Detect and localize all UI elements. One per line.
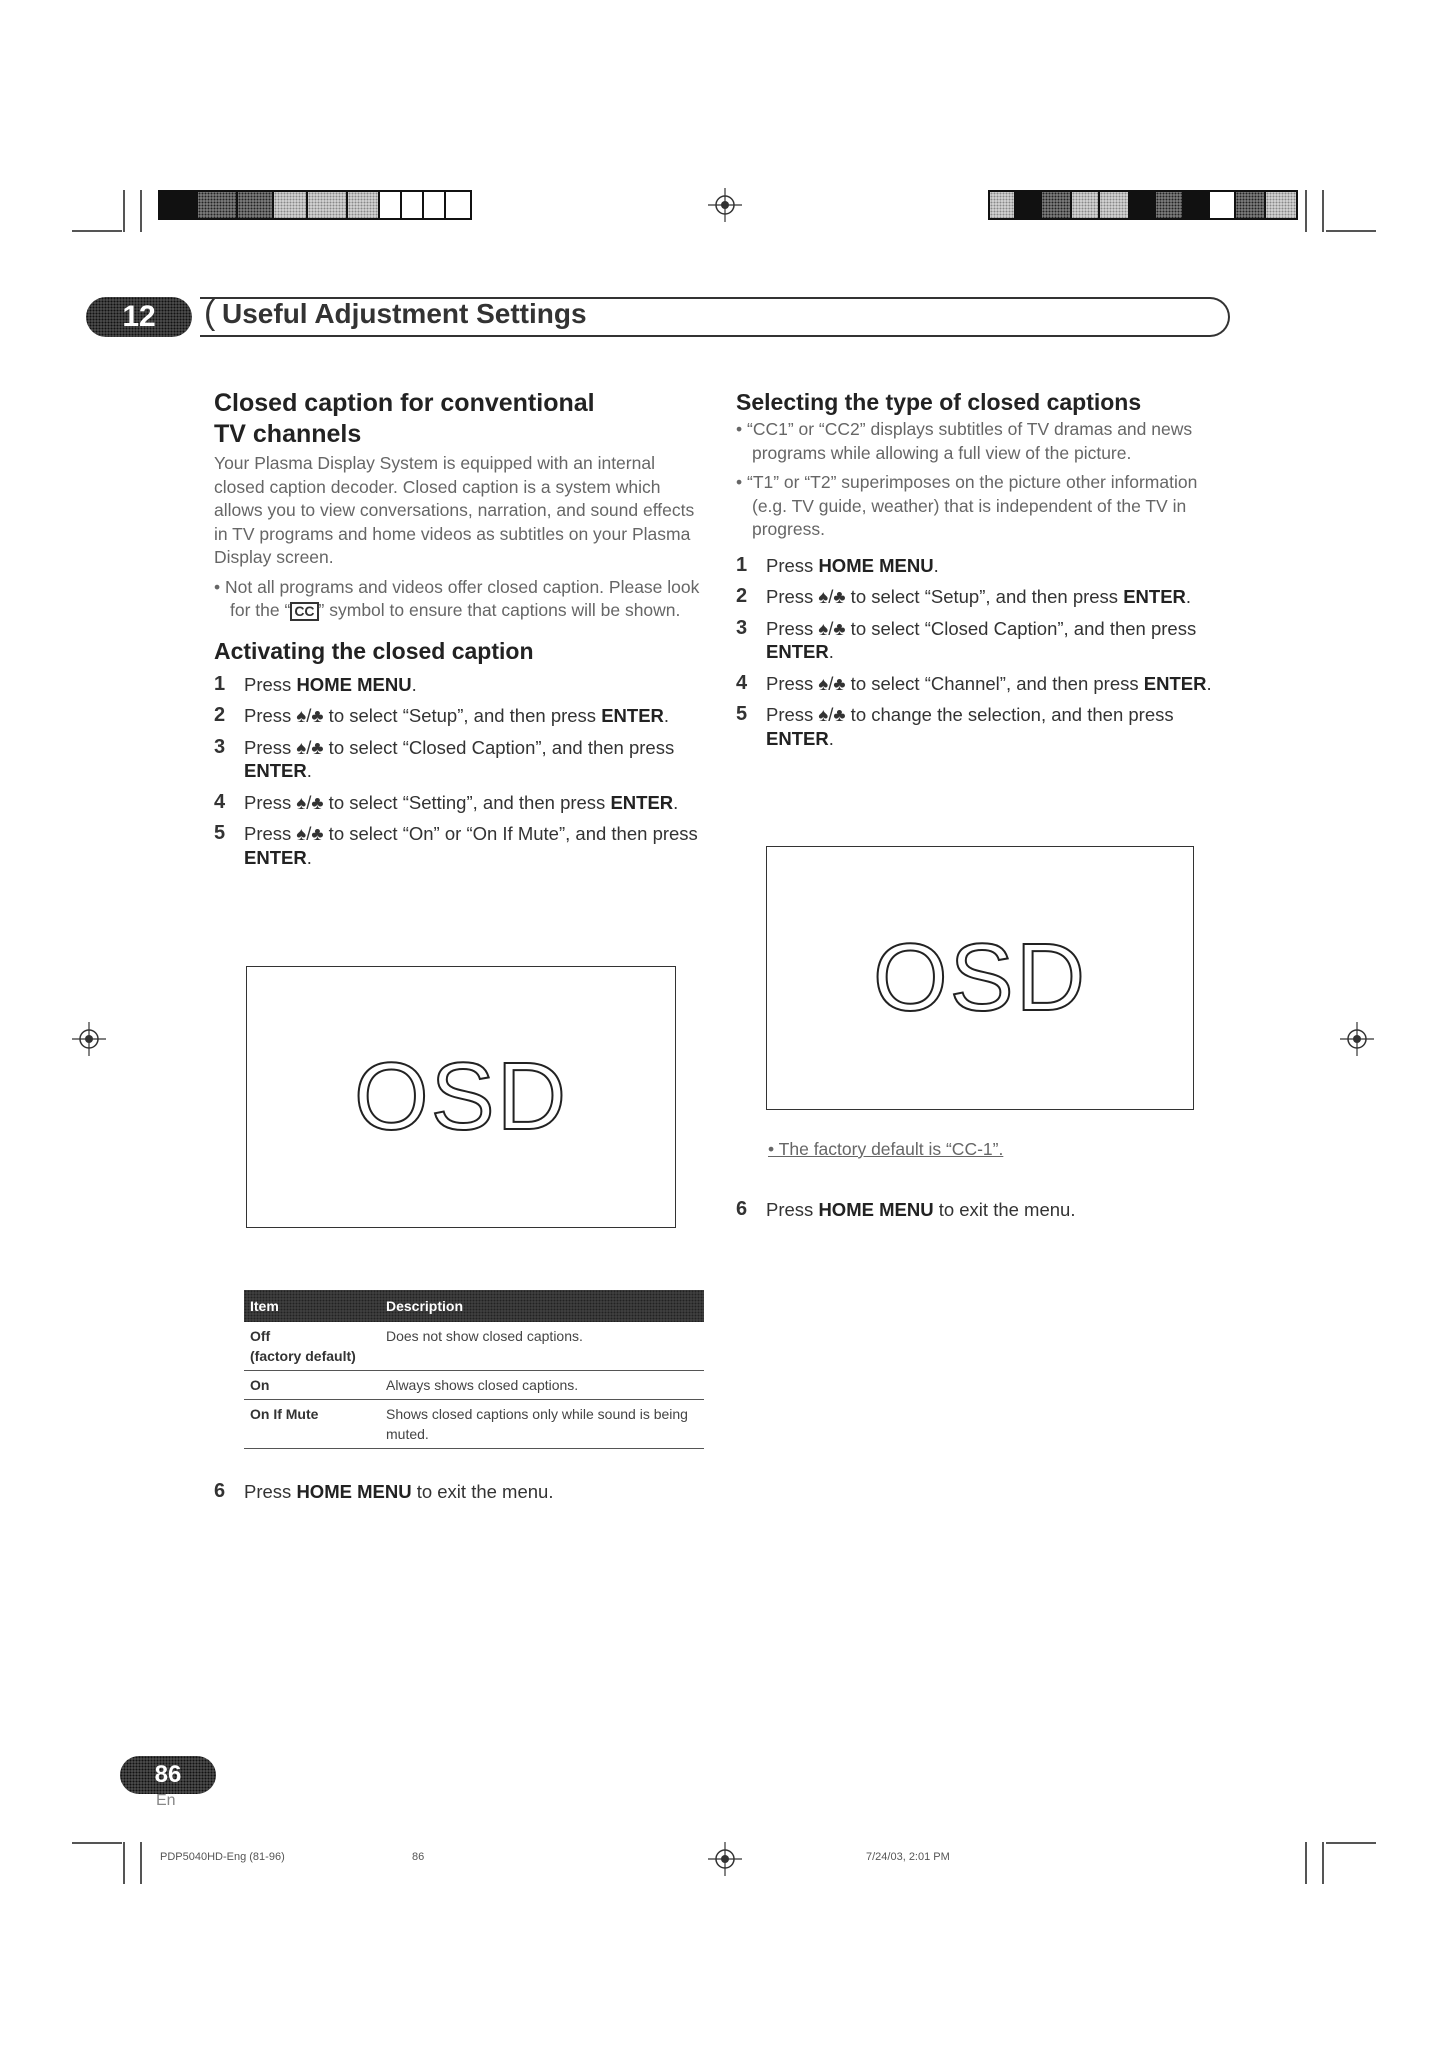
- step-item: 4 Press ♠/♣ to select “Channel”, and then press ENTER.: [736, 671, 1212, 694]
- crop-mark: [140, 1842, 142, 1884]
- page-number-badge: 86: [120, 1756, 216, 1794]
- crop-mark: [72, 230, 122, 232]
- crop-mark: [1326, 230, 1376, 232]
- crop-mark: [72, 1842, 122, 1844]
- left-column: [214, 388, 704, 869]
- crop-mark: [1326, 1842, 1376, 1844]
- registration-mark-icon: [708, 188, 742, 222]
- section-title: Closed caption for conventional: [214, 389, 595, 417]
- section-title: TV channels: [214, 420, 362, 448]
- table-cell-item: On: [244, 1371, 380, 1400]
- color-bar-strip: [158, 190, 472, 220]
- cc-symbol-icon: CC: [290, 602, 318, 621]
- step-item: 1 Press HOME MENU.: [214, 672, 417, 695]
- language-label: En: [156, 1792, 176, 1809]
- crop-mark: [1322, 1842, 1324, 1884]
- table-cell-item: Off (factory default): [244, 1322, 380, 1371]
- caption-settings-table: [244, 1290, 704, 1449]
- table-cell-desc: Shows closed captions only while sound is being muted.: [380, 1400, 704, 1449]
- right-column: [736, 388, 1226, 750]
- table-row: [244, 1371, 704, 1400]
- table-cell-item: On If Mute: [244, 1400, 380, 1449]
- step-item: 5 Press ♠/♣ to change the selection, and then press ENTER.: [736, 703, 1174, 749]
- table-cell-desc: Always shows closed captions.: [380, 1371, 704, 1400]
- caption-type-note: • “T1” or “T2” superimposes on the picture other information (e.g. TV guide, weather) that is independent of the TV in progress.: [736, 472, 1198, 539]
- registration-mark-icon: [72, 1022, 106, 1056]
- section-title: Selecting the type of closed captions: [736, 389, 1142, 415]
- table-header-item: Item: [250, 1298, 279, 1314]
- osd-placeholder: [246, 966, 676, 1228]
- crop-mark: [1305, 1842, 1307, 1884]
- step-item: 2 Press ♠/♣ to select “Setup”, and then press ENTER.: [736, 585, 1192, 607]
- footer-file-name: PDP5040HD-Eng (81-96): [160, 1851, 285, 1863]
- step-item: 5 Press ♠/♣ to select “On” or “On If Mute”, and then press ENTER.: [214, 822, 698, 868]
- table-cell-desc: Does not show closed captions.: [380, 1322, 704, 1371]
- cc-note-suffix: ” symbol to ensure that captions will be shown.: [318, 600, 681, 620]
- osd-placeholder: [766, 846, 1194, 1110]
- factory-default-note: • The factory default is “CC-1”.: [768, 1139, 1004, 1159]
- crop-mark: [123, 190, 125, 232]
- chapter-number-badge: 12: [86, 297, 192, 337]
- caption-type-note: • “CC1” or “CC2” displays subtitles of TV dramas and news programs while allowing a full view of the picture.: [736, 419, 1193, 463]
- osd-label: OSD: [872, 924, 1088, 1031]
- footer-timestamp: 7/24/03, 2:01 PM: [866, 1851, 950, 1863]
- step-item: 1 Press HOME MENU.: [736, 553, 939, 576]
- crop-mark: [1322, 190, 1324, 232]
- chapter-title: Useful Adjustment Settings: [222, 298, 587, 329]
- osd-label: OSD: [353, 1043, 569, 1150]
- table-header-description: Description: [386, 1298, 464, 1314]
- registration-mark-icon: [708, 1842, 742, 1876]
- color-bar-strip: [988, 190, 1298, 220]
- crop-mark: [1305, 190, 1307, 232]
- step-item: 6 Press HOME MENU to exit the menu.: [214, 1480, 554, 1502]
- step-item: 6 Press HOME MENU to exit the menu.: [736, 1197, 1076, 1220]
- table-row: [244, 1400, 704, 1449]
- footer-page: 86: [412, 1851, 425, 1863]
- step-item: 2 Press ♠/♣ to select “Setup”, and then press ENTER.: [214, 704, 670, 726]
- chapter-title-bracket: (: [204, 294, 216, 332]
- cc-note: [214, 576, 704, 623]
- subheading: Activating the closed caption: [214, 637, 534, 664]
- cc-note-prefix: • Not all programs and videos offer closed caption. Please look for the “: [214, 576, 700, 620]
- step-item: 3 Press ♠/♣ to select “Closed Caption”, and then press ENTER.: [736, 616, 1197, 662]
- crop-mark: [140, 190, 142, 232]
- step-item: 4 Press ♠/♣ to select “Setting”, and then press ENTER.: [214, 790, 679, 813]
- intro-paragraph: Your Plasma Display System is equipped with an internal closed caption decoder. Closed caption is a system which allows you to view conversations, narration, and sound effects in TV programs and home videos as subtitles on your Plasma Display screen.: [214, 453, 695, 567]
- crop-mark: [123, 1842, 125, 1884]
- table-header: [244, 1290, 704, 1322]
- table-row: [244, 1322, 704, 1371]
- registration-mark-icon: [1340, 1022, 1374, 1056]
- step-item: 3 Press ♠/♣ to select “Closed Caption”, and then press ENTER.: [214, 735, 675, 781]
